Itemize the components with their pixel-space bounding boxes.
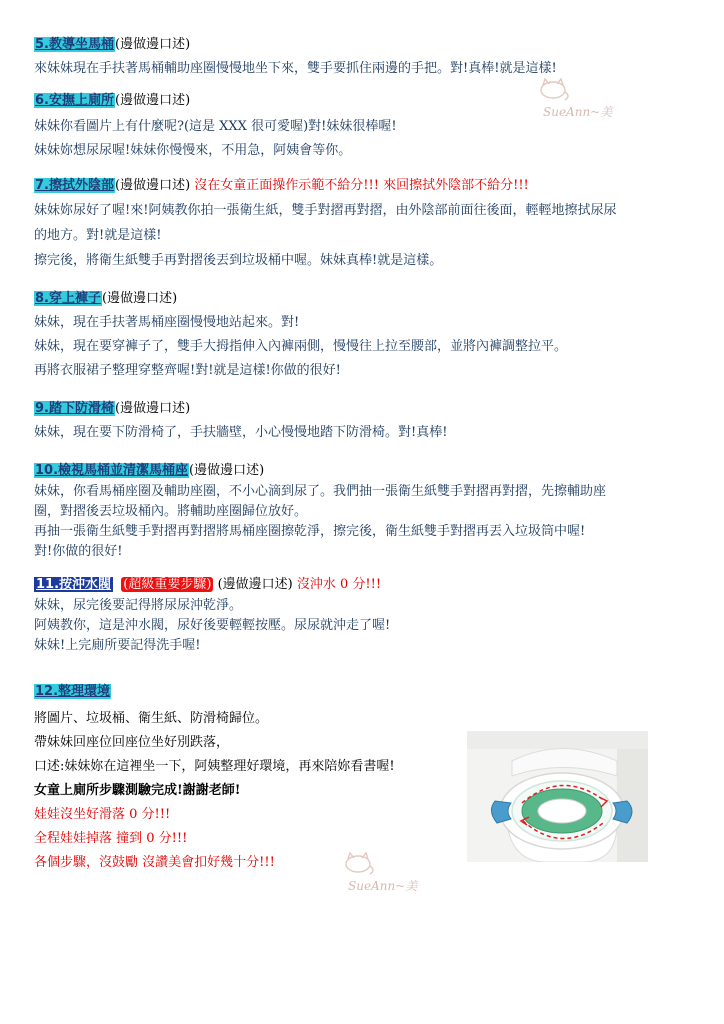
penalty-line: 各個步驟，沒鼓勵 沒讚美會扣好幾十分!!! — [34, 855, 275, 870]
section-8-heading: 8.穿上褲子 — [35, 291, 101, 306]
penalty-line: 娃娃沒坐好滑落 0 分!!! — [34, 807, 171, 822]
section-9-heading: 9.踏下防滑椅 — [35, 401, 114, 416]
section-11-line: 阿姨教你，這是沖水閥，尿好後要輕輕按壓。尿尿就沖走了喔! — [34, 618, 391, 633]
section-7-line: 的地方。對!就是這樣! — [34, 228, 162, 243]
section-11-warning: 沒沖水 0 分!!! — [296, 577, 382, 592]
section-12-line: 口述:妹妹妳在這裡坐一下，阿姨整理好環境，再來陪妳看書喔! — [34, 759, 395, 774]
section-5-heading: 5.教導坐馬桶 — [35, 37, 114, 52]
section-6-heading: 6.安撫上廁所 — [35, 93, 114, 108]
section-7-heading: 7.擦拭外陰部 — [35, 178, 114, 193]
section-7-warning: 沒在女童正面操作示範不給分!!! 來回擦拭外陰部不給分!!! — [194, 178, 529, 193]
section-10-line: 對!你做的很好! — [34, 544, 123, 559]
section-6-note: (邊做邊口述) — [115, 93, 191, 108]
section-11-note: (邊做邊口述) — [217, 577, 293, 592]
section-11 — [34, 574, 694, 656]
watermark-text: SueAnn~美 — [348, 879, 418, 893]
section-8-note: (邊做邊口述) — [102, 291, 178, 306]
section-12-heading: 12.整理環境 — [35, 684, 111, 699]
section-12-line: 帶妹妹回座位回座位坐好別跌落， — [34, 735, 230, 750]
section-10-line: 再抽一張衛生紙雙手對摺再對摺將馬桶座圈擦乾淨，擦完後，衛生紙雙手對摺再丟入垃圾筒中喔! — [34, 524, 586, 539]
section-10 — [34, 460, 694, 562]
watermark-logo — [535, 76, 645, 124]
section-5-note: (邊做邊口述) — [115, 37, 191, 52]
cat-watermark-icon — [535, 76, 645, 124]
section-9-note: (邊做邊口述) — [115, 401, 191, 416]
section-10-note: (邊做邊口述) — [189, 463, 265, 478]
section-11-line: 妹妹，尿完後要記得將尿尿沖乾淨。 — [34, 598, 243, 613]
section-8 — [34, 288, 694, 382]
watermark-text: SueAnn~美 — [543, 105, 613, 119]
watermark-logo — [340, 850, 450, 898]
section-11-heading: 11.按沖水閥 — [36, 577, 112, 592]
completion-text: 女童上廁所步驟測驗完成!謝謝老師! — [34, 783, 241, 798]
section-10-line: 圈，對摺後丟垃圾桶內。將輔助座圈歸位放好。 — [34, 504, 308, 519]
section-11-line: 妹妹!上完廁所要記得洗手喔! — [34, 638, 201, 653]
section-5-line: 來妹妹現在手扶著馬桶輔助座圈慢慢地坐下來，雙手要抓住兩邊的手把。對!真棒!就是這樣! — [34, 61, 557, 76]
section-7-line: 妹妹妳尿好了喔!來!阿姨教你拍一張衛生紙，雙手對摺再對摺，由外陰部前面往後面，輕輕地擦拭尿尿 — [34, 203, 617, 218]
section-6-line: 妹妹妳想尿尿喔!妹妹你慢慢來，不用急，阿姨會等你。 — [34, 143, 352, 158]
section-7-note: (邊做邊口述) — [115, 178, 191, 193]
section-8-line: 妹妹，現在要穿褲子了，雙手大拇指伸入內褲兩側，慢慢往上拉至腰部，並將內褲調整拉平。 — [34, 339, 568, 354]
section-9-line: 妹妹，現在要下防滑椅了，手扶牆壁，小心慢慢地踏下防滑椅。對!真棒! — [34, 425, 448, 440]
section-8-line: 妹妹，現在手扶著馬桶座圈慢慢地站起來。對! — [34, 315, 300, 330]
important-step-badge: (超級重要步驟) — [123, 577, 212, 592]
section-9 — [34, 398, 694, 444]
penalty-line: 全程娃娃掉落 撞到 0 分!!! — [34, 831, 188, 846]
section-10-heading: 10.檢視馬桶並清潔馬桶座 — [35, 463, 189, 478]
cat-watermark-icon — [340, 850, 450, 898]
section-8-line: 再將衣服裙子整理穿整齊喔!對!就是這樣!你做的很好! — [34, 363, 341, 378]
section-7-line: 擦完後，將衛生紙雙手再對摺後丟到垃圾桶中喔。妹妹真棒!就是這樣。 — [34, 253, 443, 268]
section-10-line: 妹妹，你看馬桶座圈及輔助座圈，不小心滴到尿了。我們抽一張衛生紙雙手對摺再對摺，先擦輔助座 — [34, 484, 607, 499]
section-5 — [34, 34, 694, 80]
section-7 — [34, 175, 694, 272]
section-12-line: 將圖片、垃圾桶、衛生紙、防滑椅歸位。 — [34, 711, 269, 726]
section-6-line: 妹妹你看圖片上有什麼呢?(這是 XXX 很可愛喔)對!妹妹很棒喔! — [34, 119, 397, 134]
toilet-seat-photo — [467, 731, 648, 862]
